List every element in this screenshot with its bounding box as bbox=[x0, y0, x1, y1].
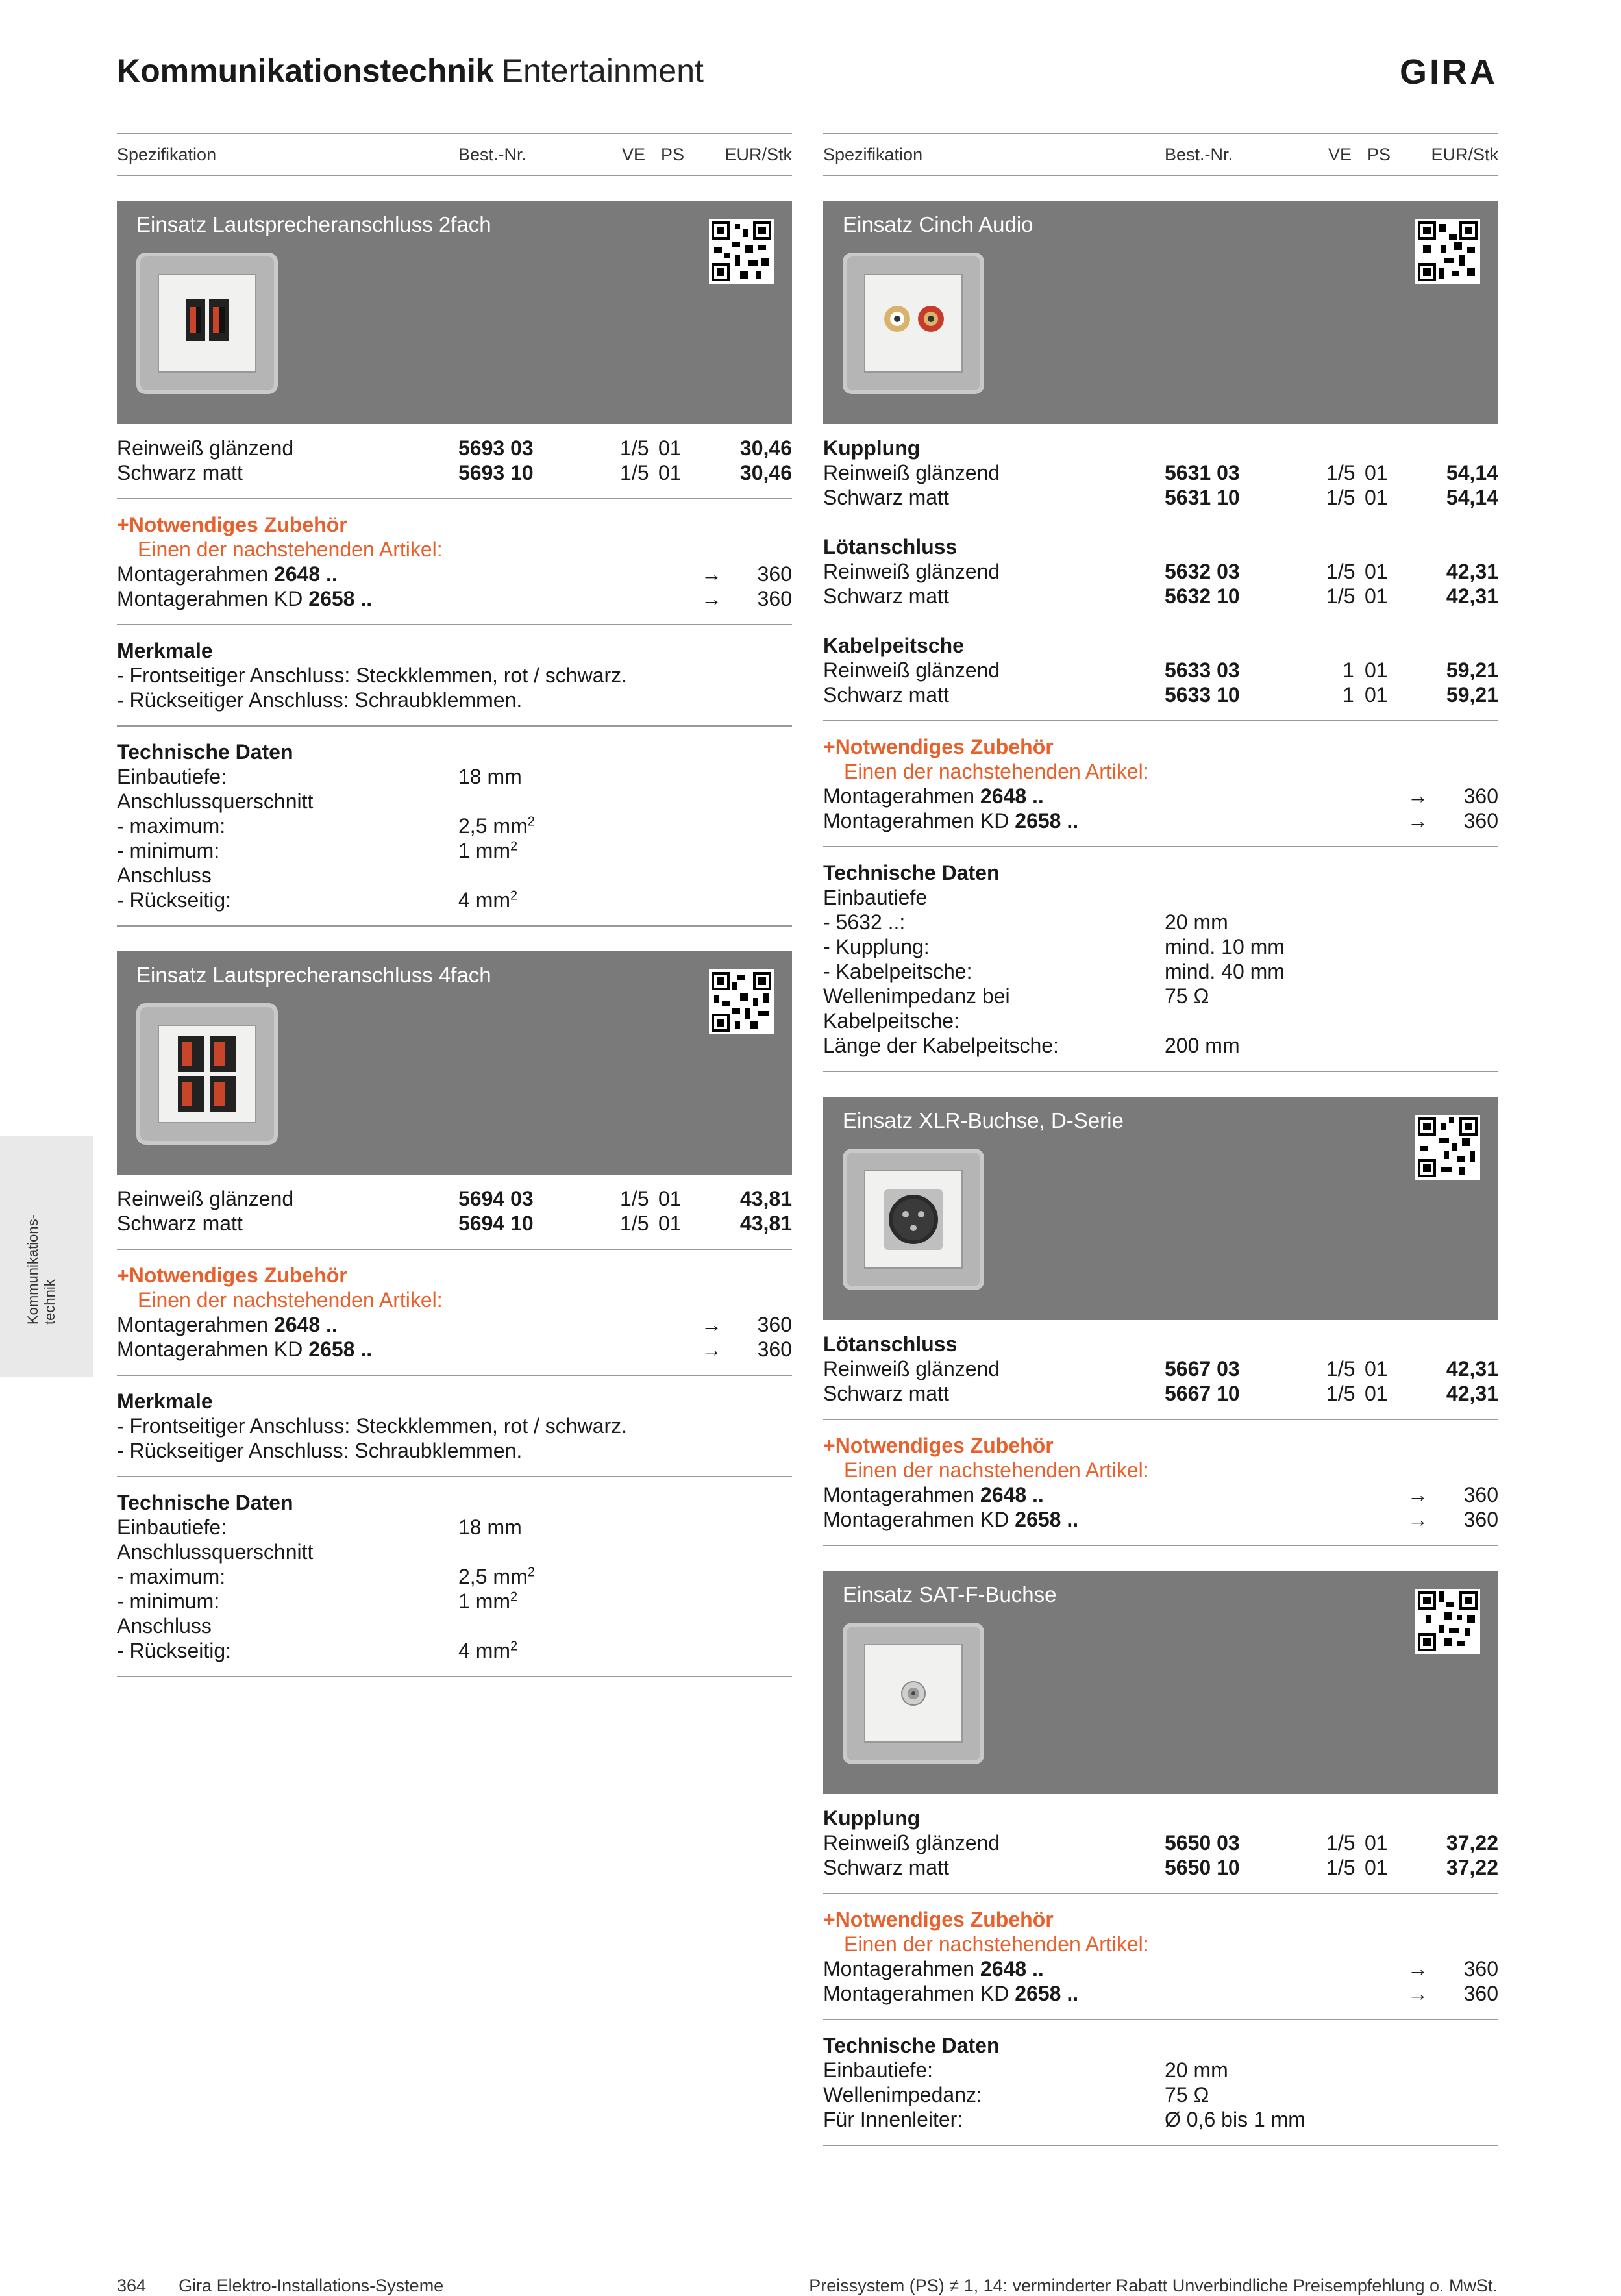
tech-label: - Kupplung: bbox=[823, 935, 930, 958]
product-title: Einsatz SAT-F-Buchse bbox=[843, 1582, 1057, 1606]
ps-value: 01 bbox=[1365, 486, 1388, 509]
variant-label: Reinweiß glänzend bbox=[823, 1357, 1000, 1380]
product-banner bbox=[117, 201, 792, 424]
page-reference[interactable]: 360 bbox=[757, 1313, 792, 1336]
variant-label: Schwarz matt bbox=[823, 486, 949, 509]
features-section bbox=[117, 1376, 792, 1477]
left-column bbox=[117, 133, 792, 1677]
side-tab-line2: technik bbox=[42, 1279, 58, 1325]
accessory-label: Montagerahmen KD bbox=[823, 1508, 1009, 1531]
page-reference[interactable]: 360 bbox=[1463, 784, 1498, 808]
header-spec: Spezifikation bbox=[117, 145, 217, 164]
tech-heading: Technische Daten bbox=[117, 740, 293, 764]
tech-row bbox=[823, 959, 1498, 984]
tech-label: - maximum: bbox=[117, 814, 226, 838]
product-image bbox=[843, 1623, 984, 1764]
tech-value: Ø 0,6 bis 1 mm bbox=[1165, 2108, 1305, 2131]
accessory-row[interactable] bbox=[117, 586, 792, 611]
variant-label: Reinweiß glänzend bbox=[117, 1187, 294, 1210]
table-row bbox=[823, 658, 1498, 682]
product-cinch-audio bbox=[823, 201, 1498, 1072]
group-heading: Kabelpeitsche bbox=[823, 634, 964, 657]
accessory-row[interactable] bbox=[117, 1312, 792, 1337]
plus-icon: + bbox=[823, 1908, 835, 1931]
accessory-label: Montagerahmen bbox=[823, 1483, 975, 1506]
tech-label: Einbautiefe: bbox=[117, 1516, 227, 1539]
plus-icon: + bbox=[823, 1434, 835, 1457]
features-heading: Merkmale bbox=[117, 1390, 213, 1413]
ps-value: 01 bbox=[1365, 461, 1388, 484]
article-number: 5650 03 bbox=[1165, 1831, 1240, 1854]
arrow-right-icon: → bbox=[1407, 1483, 1428, 1506]
tech-row bbox=[117, 863, 792, 888]
price: 30,46 bbox=[739, 436, 792, 460]
page-title bbox=[117, 52, 704, 90]
header-ve: VE bbox=[1328, 145, 1352, 164]
accessory-title bbox=[117, 512, 792, 537]
variant-label: Schwarz matt bbox=[823, 1382, 949, 1405]
table-row bbox=[823, 1830, 1498, 1855]
ps-value: 01 bbox=[1365, 658, 1388, 682]
tech-label: Kabelpeitsche: bbox=[823, 1009, 959, 1032]
accessory-label: Montagerahmen KD bbox=[117, 1338, 303, 1361]
tech-value: mind. 10 mm bbox=[1165, 935, 1285, 958]
header-ps: PS bbox=[661, 145, 685, 164]
tech-row bbox=[117, 1515, 792, 1540]
product-speaker-4fach bbox=[117, 951, 792, 1677]
product-title: Einsatz Lautsprecheranschluss 2fach bbox=[136, 212, 491, 236]
plus-icon: + bbox=[823, 735, 835, 758]
tech-heading: Technische Daten bbox=[823, 861, 1000, 884]
table-row bbox=[823, 485, 1498, 510]
variant-label: Schwarz matt bbox=[117, 1212, 243, 1235]
arrow-right-icon: → bbox=[1407, 1982, 1428, 2005]
article-number: 5694 10 bbox=[458, 1212, 534, 1235]
header-eur: EUR/Stk bbox=[1431, 145, 1498, 164]
price: 43,81 bbox=[739, 1187, 792, 1210]
price: 37,22 bbox=[1446, 1856, 1498, 1879]
accessory-number: 2658 .. bbox=[1015, 1508, 1079, 1531]
footer-note: Preissystem (PS) ≠ 1, 14: verminderter Rabatt Unverbindliche Preisempfehlung o. MwSt. bbox=[809, 2276, 1498, 2295]
tech-value: 200 mm bbox=[1165, 1034, 1240, 1057]
tech-value: 18 mm bbox=[458, 1516, 522, 1539]
variant-label: Schwarz matt bbox=[823, 584, 949, 608]
tech-label: Wellenimpedanz bei bbox=[823, 984, 1010, 1008]
accessory-number: 2658 .. bbox=[308, 587, 373, 610]
table-row bbox=[117, 460, 792, 485]
tech-label: - Kabelpeitsche: bbox=[823, 960, 972, 983]
ps-value: 01 bbox=[1365, 584, 1388, 608]
table-row bbox=[823, 584, 1498, 608]
tech-label: Anschlussquerschnitt bbox=[117, 790, 314, 813]
price: 42,31 bbox=[1446, 584, 1498, 608]
accessory-label: Montagerahmen bbox=[117, 1313, 269, 1336]
tech-heading: Technische Daten bbox=[117, 1491, 293, 1514]
ve-value: 1/5 bbox=[620, 1187, 649, 1210]
header-ve: VE bbox=[622, 145, 646, 164]
accessory-row[interactable] bbox=[117, 1337, 792, 1362]
tech-row: - maximum: 2,5 $mm^2$ bbox=[117, 1565, 535, 1588]
accessory-number: 2658 .. bbox=[1015, 1982, 1079, 2005]
accessory-number: 2648 .. bbox=[980, 1483, 1044, 1506]
product-image bbox=[843, 253, 984, 394]
arrow-right-icon: → bbox=[701, 1338, 722, 1361]
page-reference[interactable]: 360 bbox=[1463, 1957, 1498, 1980]
tech-row bbox=[117, 1614, 792, 1638]
tech-data-section bbox=[823, 847, 1498, 1072]
tech-row bbox=[117, 1540, 792, 1564]
tech-label: - Rückseitig: bbox=[117, 1639, 232, 1662]
tech-row bbox=[823, 1033, 1498, 1058]
arrow-right-icon: → bbox=[1407, 809, 1428, 832]
qr-code-icon[interactable] bbox=[709, 219, 774, 284]
tech-data-section bbox=[117, 727, 792, 927]
accessory-label: Montagerahmen KD bbox=[117, 587, 303, 610]
tech-value: 75 Ω bbox=[1165, 984, 1209, 1008]
variant-label: Reinweiß glänzend bbox=[117, 436, 294, 460]
group-heading: Kupplung bbox=[823, 1806, 921, 1830]
footer-company: Gira Elektro-Installations-Systeme bbox=[179, 2276, 444, 2295]
accessory-row[interactable] bbox=[823, 784, 1498, 808]
ve-value: 1/5 bbox=[1326, 1856, 1355, 1879]
header-spec: Spezifikation bbox=[823, 145, 923, 164]
arrow-right-icon: → bbox=[701, 587, 722, 610]
tech-row bbox=[823, 910, 1498, 934]
features-heading: Merkmale bbox=[117, 639, 213, 662]
table-row bbox=[823, 1855, 1498, 1880]
ve-value: 1/5 bbox=[1326, 1357, 1355, 1380]
accessory-section bbox=[823, 1420, 1498, 1546]
tech-data-section bbox=[823, 2020, 1498, 2146]
arrow-right-icon: → bbox=[1407, 1508, 1428, 1531]
product-image bbox=[843, 1149, 984, 1290]
ve-value: 1/5 bbox=[1326, 461, 1355, 484]
header-nr: Best.-Nr. bbox=[1165, 145, 1233, 164]
ve-value: 1/5 bbox=[1326, 584, 1355, 608]
page-reference[interactable]: 360 bbox=[757, 562, 792, 586]
ps-value: 01 bbox=[1365, 1856, 1388, 1879]
price: 42,31 bbox=[1446, 1357, 1498, 1380]
accessory-number: 2648 .. bbox=[980, 1957, 1044, 1980]
page-reference[interactable]: 360 bbox=[757, 587, 792, 610]
tech-value: 4 mm bbox=[458, 1639, 510, 1662]
accessory-row[interactable] bbox=[823, 1507, 1498, 1532]
accessory-number: 2648 .. bbox=[273, 1313, 338, 1336]
article-number: 5694 03 bbox=[458, 1187, 534, 1210]
accessory-label: Montagerahmen bbox=[823, 1957, 975, 1980]
article-number: 5631 03 bbox=[1165, 461, 1240, 484]
product-xlr bbox=[823, 1097, 1498, 1546]
tech-label: - maximum: bbox=[117, 1565, 226, 1588]
price: 42,31 bbox=[1446, 560, 1498, 583]
variant-label: Reinweiß glänzend bbox=[823, 658, 1000, 682]
article-number: 5650 10 bbox=[1165, 1856, 1240, 1879]
variant-label: Reinweiß glänzend bbox=[823, 1831, 1000, 1854]
table-row bbox=[823, 682, 1498, 707]
page-reference[interactable]: 360 bbox=[757, 1338, 792, 1361]
tech-label: Anschluss bbox=[117, 864, 212, 887]
table-row bbox=[823, 460, 1498, 485]
accessory-heading: Notwendiges Zubehör bbox=[835, 735, 1054, 758]
title-category: Kommunikationstechnik bbox=[117, 53, 494, 89]
tech-row: - Rückseitig: 4 $mm^2$ bbox=[117, 888, 518, 912]
page-reference[interactable]: 360 bbox=[1463, 809, 1498, 832]
tech-row bbox=[823, 885, 1498, 910]
header-ps: PS bbox=[1367, 145, 1391, 164]
price: 42,31 bbox=[1446, 1382, 1498, 1405]
product-banner bbox=[823, 1571, 1498, 1794]
product-title: Einsatz Cinch Audio bbox=[843, 212, 1033, 236]
article-number: 5633 10 bbox=[1165, 683, 1240, 706]
ps-value: 01 bbox=[658, 1187, 682, 1210]
page-reference[interactable]: 360 bbox=[1463, 1483, 1498, 1506]
tech-row bbox=[823, 934, 1498, 959]
plus-icon: + bbox=[117, 513, 129, 536]
tech-value: 2,5 mm bbox=[458, 1565, 528, 1588]
group-heading: Lötanschluss bbox=[823, 535, 958, 558]
price: 30,46 bbox=[739, 461, 792, 484]
article-number: 5632 03 bbox=[1165, 560, 1240, 583]
accessory-title bbox=[117, 1263, 792, 1288]
title-subcategory: Entertainment bbox=[501, 53, 704, 89]
price: 59,21 bbox=[1446, 658, 1498, 682]
table-row bbox=[823, 1356, 1498, 1381]
ve-value: 1 bbox=[1343, 658, 1354, 682]
tech-value: 2,5 mm bbox=[458, 814, 528, 838]
article-list bbox=[823, 424, 1498, 721]
tech-row: - minimum: 1 $mm^2$ bbox=[117, 1590, 518, 1613]
product-banner bbox=[117, 951, 792, 1175]
accessory-label: Montagerahmen KD bbox=[823, 809, 1009, 832]
article-list bbox=[117, 1175, 792, 1250]
feature-item: - Frontseitiger Anschluss: Steckklemmen, rot / schwarz. bbox=[117, 664, 628, 687]
qr-code-icon[interactable] bbox=[1415, 1589, 1480, 1654]
qr-code-icon[interactable] bbox=[1415, 219, 1480, 284]
product-image bbox=[136, 1003, 278, 1145]
group-heading: Lötanschluss bbox=[823, 1332, 958, 1356]
price: 54,14 bbox=[1446, 461, 1498, 484]
column-header bbox=[117, 133, 792, 176]
accessory-heading: Notwendiges Zubehör bbox=[129, 513, 347, 536]
ve-value: 1/5 bbox=[620, 461, 649, 484]
tech-data-section bbox=[117, 1477, 792, 1677]
variant-label: Reinweiß glänzend bbox=[823, 461, 1000, 484]
tech-row bbox=[823, 2058, 1498, 2082]
price: 37,22 bbox=[1446, 1831, 1498, 1854]
tech-value: 20 mm bbox=[1165, 910, 1228, 934]
ve-value: 1/5 bbox=[620, 1212, 649, 1235]
table-row bbox=[823, 1381, 1498, 1406]
table-row bbox=[117, 1211, 792, 1236]
ve-value: 1/5 bbox=[1326, 560, 1355, 583]
feature-item: - Frontseitiger Anschluss: Steckklemmen, rot / schwarz. bbox=[117, 1414, 628, 1438]
right-column bbox=[823, 133, 1498, 2146]
tech-row bbox=[117, 764, 792, 789]
variant-label: Schwarz matt bbox=[117, 461, 243, 484]
ve-value: 1/5 bbox=[1326, 1831, 1355, 1854]
tech-row: - maximum: 2,5 $mm^2$ bbox=[117, 814, 535, 838]
tech-label: Einbautiefe: bbox=[117, 765, 227, 788]
accessory-number: 2658 .. bbox=[308, 1338, 373, 1361]
accessory-section bbox=[823, 1894, 1498, 2020]
tech-value: 4 mm bbox=[458, 888, 510, 912]
tech-heading: Technische Daten bbox=[823, 2034, 1000, 2057]
table-row bbox=[823, 559, 1498, 584]
product-title: Einsatz Lautsprecheranschluss 4fach bbox=[136, 963, 491, 987]
accessory-subtitle: Einen der nachstehenden Artikel: bbox=[138, 538, 443, 561]
article-number: 5631 10 bbox=[1165, 486, 1240, 509]
product-speaker-2fach bbox=[117, 201, 792, 927]
article-number: 5667 10 bbox=[1165, 1382, 1240, 1405]
arrow-right-icon: → bbox=[1407, 784, 1428, 808]
article-list bbox=[823, 1320, 1498, 1420]
tech-value: 1 mm bbox=[458, 1590, 510, 1613]
tech-value: mind. 40 mm bbox=[1165, 960, 1285, 983]
side-tab-label bbox=[25, 1130, 58, 1325]
accessory-row[interactable] bbox=[823, 1981, 1498, 2006]
accessory-row[interactable] bbox=[823, 808, 1498, 833]
footer-left bbox=[117, 2276, 476, 2296]
plus-icon: + bbox=[117, 1264, 129, 1287]
tech-row bbox=[117, 789, 792, 814]
tech-value: 75 Ω bbox=[1165, 2083, 1209, 2106]
arrow-right-icon: → bbox=[701, 1313, 722, 1336]
product-sat-f bbox=[823, 1571, 1498, 2146]
price: 54,14 bbox=[1446, 486, 1498, 509]
price: 59,21 bbox=[1446, 683, 1498, 706]
tech-label: Einbautiefe: bbox=[823, 2058, 934, 2082]
ps-value: 01 bbox=[658, 436, 682, 460]
ps-value: 01 bbox=[658, 1212, 682, 1235]
article-number: 5693 10 bbox=[458, 461, 534, 484]
accessory-subtitle: Einen der nachstehenden Artikel: bbox=[138, 1288, 443, 1312]
page-reference[interactable]: 360 bbox=[1463, 1508, 1498, 1531]
tech-label: - minimum: bbox=[117, 839, 220, 862]
ve-value: 1/5 bbox=[1326, 486, 1355, 509]
side-tab-line1: Kommunikations- bbox=[25, 1214, 41, 1325]
tech-value: 20 mm bbox=[1165, 2058, 1228, 2082]
feature-item: - Rückseitiger Anschluss: Schraubklemmen. bbox=[117, 1439, 523, 1462]
arrow-right-icon: → bbox=[701, 562, 722, 586]
ve-value: 1/5 bbox=[1326, 1382, 1355, 1405]
tech-label: Länge der Kabelpeitsche: bbox=[823, 1034, 1059, 1057]
tech-label: - Rückseitig: bbox=[117, 888, 232, 912]
tech-label: Wellenimpedanz: bbox=[823, 2083, 982, 2106]
features-section bbox=[117, 625, 792, 727]
ps-value: 01 bbox=[1365, 560, 1388, 583]
accessory-heading: Notwendiges Zubehör bbox=[835, 1434, 1054, 1457]
article-number: 5633 03 bbox=[1165, 658, 1240, 682]
gira-logo: GIRA bbox=[1400, 53, 1498, 92]
tech-value: 1 mm bbox=[458, 839, 510, 862]
tech-row: - minimum: 1 $mm^2$ bbox=[117, 839, 518, 862]
article-number: 5667 03 bbox=[1165, 1357, 1240, 1380]
tech-row bbox=[823, 2082, 1498, 2107]
tech-label: Für Innenleiter: bbox=[823, 2108, 963, 2131]
accessory-row[interactable] bbox=[823, 1956, 1498, 1981]
accessory-number: 2648 .. bbox=[273, 562, 338, 586]
accessory-subtitle: Einen der nachstehenden Artikel: bbox=[844, 1932, 1149, 1956]
accessory-section bbox=[823, 721, 1498, 847]
accessory-number: 2658 .. bbox=[1015, 809, 1079, 832]
tech-label: - 5632 ..: bbox=[823, 910, 906, 934]
variant-label: Reinweiß glänzend bbox=[823, 560, 1000, 583]
variant-label: Schwarz matt bbox=[823, 683, 949, 706]
tech-value: 18 mm bbox=[458, 765, 522, 788]
accessory-heading: Notwendiges Zubehör bbox=[129, 1264, 347, 1287]
ps-value: 01 bbox=[1365, 1382, 1388, 1405]
page-number: 364 bbox=[117, 2276, 147, 2295]
table-row bbox=[117, 436, 792, 460]
article-list bbox=[117, 424, 792, 499]
accessory-subtitle: Einen der nachstehenden Artikel: bbox=[844, 760, 1149, 783]
accessory-number: 2648 .. bbox=[980, 784, 1044, 808]
accessory-heading: Notwendiges Zubehör bbox=[835, 1908, 1054, 1931]
accessory-title bbox=[823, 1907, 1498, 1932]
tech-row bbox=[823, 984, 1498, 1008]
accessory-label: Montagerahmen bbox=[823, 784, 975, 808]
accessory-label: Montagerahmen KD bbox=[823, 1982, 1009, 2005]
tech-label: Anschluss bbox=[117, 1614, 212, 1638]
qr-code-icon[interactable] bbox=[709, 969, 774, 1034]
table-row bbox=[117, 1186, 792, 1211]
tech-label: Anschlussquerschnitt bbox=[117, 1540, 314, 1564]
tech-label: Einbautiefe bbox=[823, 886, 928, 909]
product-title: Einsatz XLR-Buchse, D-Serie bbox=[843, 1108, 1124, 1132]
tech-label: - minimum: bbox=[117, 1590, 220, 1613]
ps-value: 01 bbox=[658, 461, 682, 484]
column-header bbox=[823, 133, 1498, 176]
price: 43,81 bbox=[739, 1212, 792, 1235]
accessory-section bbox=[117, 1250, 792, 1376]
article-list bbox=[823, 1794, 1498, 1894]
product-image bbox=[136, 253, 278, 394]
header-eur: EUR/Stk bbox=[724, 145, 792, 164]
ps-value: 01 bbox=[1365, 1357, 1388, 1380]
accessory-title bbox=[823, 1433, 1498, 1458]
arrow-right-icon: → bbox=[1407, 1957, 1428, 1980]
tech-row bbox=[823, 2107, 1498, 2132]
tech-row: - Rückseitig: 4 $mm^2$ bbox=[117, 1639, 518, 1662]
variant-label: Schwarz matt bbox=[823, 1856, 949, 1879]
ve-value: 1 bbox=[1343, 683, 1354, 706]
ps-value: 01 bbox=[1365, 683, 1388, 706]
accessory-section bbox=[117, 499, 792, 625]
product-banner bbox=[823, 201, 1498, 424]
accessory-subtitle: Einen der nachstehenden Artikel: bbox=[844, 1458, 1149, 1482]
article-number: 5693 03 bbox=[458, 436, 534, 460]
accessory-row[interactable] bbox=[823, 1482, 1498, 1507]
header-nr: Best.-Nr. bbox=[458, 145, 527, 164]
product-banner bbox=[823, 1097, 1498, 1320]
ps-value: 01 bbox=[1365, 1831, 1388, 1854]
group-heading: Kupplung bbox=[823, 436, 921, 460]
tech-row bbox=[823, 1008, 1498, 1033]
accessory-title bbox=[823, 734, 1498, 759]
accessory-label: Montagerahmen bbox=[117, 562, 269, 586]
article-number: 5632 10 bbox=[1165, 584, 1240, 608]
ve-value: 1/5 bbox=[620, 436, 649, 460]
page-reference[interactable]: 360 bbox=[1463, 1982, 1498, 2005]
feature-item: - Rückseitiger Anschluss: Schraubklemmen. bbox=[117, 688, 523, 712]
qr-code-icon[interactable] bbox=[1415, 1115, 1480, 1180]
accessory-row[interactable] bbox=[117, 562, 792, 586]
